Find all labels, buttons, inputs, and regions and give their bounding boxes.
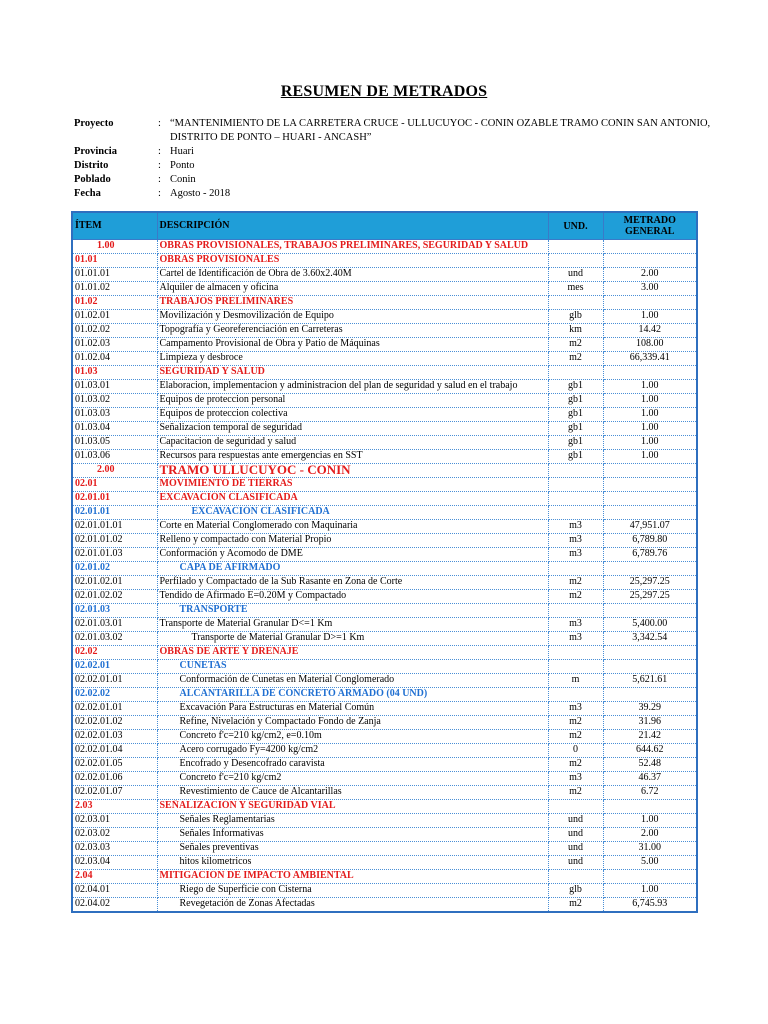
description-cell: Movilización y Desmovilización de Equipo: [157, 310, 548, 324]
table-row: [72, 548, 697, 562]
table-row: [72, 436, 697, 450]
table-row: [72, 562, 697, 576]
metrado-cell: 108.00: [603, 338, 697, 352]
unit-cell: m2: [548, 758, 603, 772]
unit-cell: und: [548, 828, 603, 842]
table-row: [72, 310, 697, 324]
metrado-cell: [603, 366, 697, 380]
table-row: [72, 380, 697, 394]
item-cell: 02.01.01.03: [72, 548, 157, 562]
unit-cell: m2: [548, 730, 603, 744]
item-cell: 1.00: [72, 240, 157, 254]
item-cell: 02.02.01.04: [72, 744, 157, 758]
unit-cell: m2: [548, 338, 603, 352]
metrado-cell: 66,339.41: [603, 352, 697, 366]
meta-key: Proyecto: [74, 118, 114, 129]
description-cell: Perfilado y Compactado de la Sub Rasante en Zona de Corte: [157, 576, 548, 590]
description-cell: Corte en Material Conglomerado con Maquinaria: [157, 520, 548, 534]
unit-cell: 0: [548, 744, 603, 758]
metrado-cell: 1.00: [603, 310, 697, 324]
description-cell: Cartel de Identificación de Obra de 3.60x2.40M: [157, 268, 548, 282]
description-cell: Revestimiento de Cauce de Alcantarillas: [157, 786, 548, 800]
item-cell: 02.03.04: [72, 856, 157, 870]
description-cell: Capacitacion de seguridad y salud: [157, 436, 548, 450]
unit-cell: [548, 492, 603, 506]
item-cell: 02.01.01.02: [72, 534, 157, 548]
description-cell: SEGURIDAD Y SALUD: [157, 366, 548, 380]
unit-cell: m2: [548, 786, 603, 800]
metrado-cell: 1.00: [603, 422, 697, 436]
metrado-cell: [603, 562, 697, 576]
table-row: [72, 478, 697, 492]
table-row: [72, 702, 697, 716]
description-cell: CUNETAS: [157, 660, 548, 674]
table-row: [72, 450, 697, 464]
item-cell: 02.01.02.02: [72, 590, 157, 604]
table-row: [72, 520, 697, 534]
table-row: [72, 618, 697, 632]
unit-cell: gb1: [548, 436, 603, 450]
metrado-cell: 3,342.54: [603, 632, 697, 646]
item-cell: 01.02: [72, 296, 157, 310]
metrado-cell: [603, 800, 697, 814]
unit-cell: [548, 646, 603, 660]
description-cell: ALCANTARILLA DE CONCRETO ARMADO (04 UND): [157, 688, 548, 702]
description-cell: MOVIMIENTO DE TIERRAS: [157, 478, 548, 492]
table-row: [72, 408, 697, 422]
metrado-cell: 1.00: [603, 394, 697, 408]
table-row: [72, 814, 697, 828]
unit-cell: m3: [548, 534, 603, 548]
item-cell: 02.01.02.01: [72, 576, 157, 590]
metrado-cell: 31.00: [603, 842, 697, 856]
item-cell: 02.02.01.05: [72, 758, 157, 772]
meta-key: Distrito: [74, 160, 109, 171]
description-cell: Transporte de Material Granular D>=1 Km: [157, 632, 548, 646]
metrado-cell: 2.00: [603, 828, 697, 842]
metrado-cell: [603, 688, 697, 702]
item-cell: 01.01: [72, 254, 157, 268]
metrado-cell: [603, 660, 697, 674]
meta-value: “MANTENIMIENTO DE LA CARRETERA CRUCE - ULLUCUYOC - CONIN OZABLE TRAMO CONIN SAN ANTONIO, DISTRITO DE PONTO – HUARI - ANCASH”: [170, 118, 711, 143]
unit-cell: gb1: [548, 394, 603, 408]
item-cell: 01.03.03: [72, 408, 157, 422]
description-cell: Topografía y Georeferenciación en Carreteras: [157, 324, 548, 338]
metrado-cell: 6,789.76: [603, 548, 697, 562]
unit-cell: m3: [548, 520, 603, 534]
table-row: [72, 842, 697, 856]
description-cell: Encofrado y Desencofrado caravista: [157, 758, 548, 772]
description-cell: TRABAJOS PRELIMINARES: [157, 296, 548, 310]
description-cell: Señalizacion temporal de seguridad: [157, 422, 548, 436]
metrado-cell: 1.00: [603, 436, 697, 450]
unit-cell: m3: [548, 702, 603, 716]
table-row: [72, 296, 697, 310]
item-cell: 02.03.03: [72, 842, 157, 856]
item-cell: 02.04.02: [72, 898, 157, 913]
metrado-cell: 6.72: [603, 786, 697, 800]
table-row: [72, 828, 697, 842]
unit-cell: und: [548, 814, 603, 828]
table-row: [72, 772, 697, 786]
table-row: [72, 646, 697, 660]
item-cell: 02.02.01.01: [72, 674, 157, 688]
metrado-cell: 14.42: [603, 324, 697, 338]
meta-row-fecha: [74, 187, 714, 201]
description-cell: Transporte de Material Granular D<=1 Km: [157, 618, 548, 632]
unit-cell: [548, 506, 603, 520]
item-cell: 02.02.01.01: [72, 702, 157, 716]
item-cell: 02.01.02: [72, 562, 157, 576]
metrado-cell: 21.42: [603, 730, 697, 744]
item-cell: 01.01.02: [72, 282, 157, 296]
item-cell: 2.03: [72, 800, 157, 814]
header-unit: UND.: [548, 212, 603, 240]
unit-cell: [548, 660, 603, 674]
meta-value: Huari: [170, 146, 194, 157]
unit-cell: m: [548, 674, 603, 688]
unit-cell: [548, 464, 603, 478]
page-title: RESUMEN DE METRADOS: [280, 83, 488, 100]
item-cell: 01.02.01: [72, 310, 157, 324]
item-cell: 2.04: [72, 870, 157, 884]
item-cell: 02.02.01.02: [72, 716, 157, 730]
table-row: [72, 576, 697, 590]
table-row: [72, 730, 697, 744]
meta-row-distrito: [74, 159, 714, 173]
table-row: [72, 800, 697, 814]
description-cell: SEÑALIZACIÓN Y SEGURIDAD VIAL: [157, 800, 548, 814]
description-cell: MITIGACIÓN DE IMPACTO AMBIENTAL: [157, 870, 548, 884]
unit-cell: m2: [548, 590, 603, 604]
meta-key: Fecha: [74, 188, 101, 199]
unit-cell: [548, 478, 603, 492]
unit-cell: gb1: [548, 380, 603, 394]
unit-cell: und: [548, 268, 603, 282]
metrado-cell: 1.00: [603, 884, 697, 898]
unit-cell: gb1: [548, 422, 603, 436]
table-row: [72, 366, 697, 380]
table-row: [72, 660, 697, 674]
table-row: [72, 352, 697, 366]
metrado-cell: [603, 464, 697, 478]
metrados-table: [71, 211, 698, 913]
table-row: [72, 324, 697, 338]
item-cell: 02.03.01: [72, 814, 157, 828]
item-cell: 02.01.01: [72, 506, 157, 520]
unit-cell: [548, 296, 603, 310]
meta-colon: :: [158, 188, 161, 199]
table-row: [72, 492, 697, 506]
description-cell: Equipos de proteccion personal: [157, 394, 548, 408]
metrado-cell: [603, 604, 697, 618]
meta-value: Agosto - 2018: [170, 188, 231, 199]
item-cell: 02.02.01: [72, 660, 157, 674]
metrado-cell: 2.00: [603, 268, 697, 282]
table-row: [72, 240, 697, 254]
description-cell: Relleno y compactado con Material Propio: [157, 534, 548, 548]
item-cell: 02.02.01.06: [72, 772, 157, 786]
description-cell: Conformación y Acomodo de DME: [157, 548, 548, 562]
meta-value: Conin: [170, 174, 196, 185]
description-cell: OBRAS PROVISIONALES, TRABAJOS PRELIMINARES, SEGURIDAD Y SALUD: [157, 240, 548, 254]
table-row: [72, 268, 697, 282]
metrado-cell: 6,745.93: [603, 898, 697, 913]
unit-cell: km: [548, 324, 603, 338]
metrado-cell: 5,621.61: [603, 674, 697, 688]
header-item: ÍTEM: [72, 212, 157, 240]
unit-cell: m3: [548, 632, 603, 646]
description-cell: Señales Reglamentarias: [157, 814, 548, 828]
description-cell: hitos kilometricos: [157, 856, 548, 870]
unit-cell: m2: [548, 352, 603, 366]
meta-colon: :: [158, 174, 161, 185]
description-cell: TRANSPORTE: [157, 604, 548, 618]
unit-cell: [548, 562, 603, 576]
metrado-cell: [603, 646, 697, 660]
description-cell: Tendido de Afirmado E=0.20M y Compactado: [157, 590, 548, 604]
unit-cell: [548, 604, 603, 618]
meta-value: Ponto: [170, 160, 195, 171]
description-cell: Concreto f'c=210 kg/cm2, e=0.10m: [157, 730, 548, 744]
table-row: [72, 254, 697, 268]
meta-row-poblado: [74, 173, 714, 187]
item-cell: 02.01.01.01: [72, 520, 157, 534]
metrado-cell: [603, 870, 697, 884]
meta-key: Provincia: [74, 146, 117, 157]
metrado-cell: 47,951.07: [603, 520, 697, 534]
description-cell: Revegetación de Zonas Afectadas: [157, 898, 548, 913]
metrado-cell: 1.00: [603, 408, 697, 422]
meta-row-provincia: [74, 145, 714, 159]
metrado-cell: 3.00: [603, 282, 697, 296]
metrado-cell: 5,400.00: [603, 618, 697, 632]
table-row: [72, 282, 697, 296]
table-row: [72, 744, 697, 758]
table-row: [72, 786, 697, 800]
description-cell: EXCAVACIÓN CLASIFICADA: [157, 506, 548, 520]
unit-cell: [548, 254, 603, 268]
description-cell: OBRAS PROVISIONALES: [157, 254, 548, 268]
metrado-cell: [603, 506, 697, 520]
description-cell: Elaboracion, implementacion y administracion del plan de seguridad y salud en el trabajo: [157, 380, 548, 394]
unit-cell: glb: [548, 310, 603, 324]
table-header: [72, 212, 697, 240]
unit-cell: [548, 240, 603, 254]
table-row: [72, 506, 697, 520]
description-cell: OBRAS DE ARTE Y DRENAJE: [157, 646, 548, 660]
table-row: [72, 422, 697, 436]
description-cell: Acero corrugado Fy=4200 kg/cm2: [157, 744, 548, 758]
description-cell: Equipos de proteccion colectiva: [157, 408, 548, 422]
unit-cell: mes: [548, 282, 603, 296]
item-cell: 01.03.01: [72, 380, 157, 394]
table-row: [72, 632, 697, 646]
header-description: DESCRIPCIÓN: [157, 212, 548, 240]
unit-cell: glb: [548, 884, 603, 898]
item-cell: 01.02.02: [72, 324, 157, 338]
table-row: [72, 688, 697, 702]
table-row: [72, 394, 697, 408]
item-cell: 01.02.04: [72, 352, 157, 366]
unit-cell: m3: [548, 548, 603, 562]
metrado-cell: 25,297.25: [603, 590, 697, 604]
item-cell: 02.03.02: [72, 828, 157, 842]
description-cell: Conformación de Cunetas en Material Conglomerado: [157, 674, 548, 688]
unit-cell: [548, 688, 603, 702]
description-cell: Recursos para respuestas ante emergencias en SST: [157, 450, 548, 464]
metrado-cell: 1.00: [603, 380, 697, 394]
item-cell: 02.02.01.03: [72, 730, 157, 744]
item-cell: 02.01: [72, 478, 157, 492]
item-cell: 02.01.03: [72, 604, 157, 618]
description-cell: Alquiler de almacen y oficina: [157, 282, 548, 296]
description-cell: Campamento Provisional de Obra y Patio de Máquinas: [157, 338, 548, 352]
item-cell: 02.02.02: [72, 688, 157, 702]
metrado-cell: 6,789.80: [603, 534, 697, 548]
item-cell: 02.02: [72, 646, 157, 660]
item-cell: 01.03.02: [72, 394, 157, 408]
table-row: [72, 758, 697, 772]
table-row: [72, 870, 697, 884]
description-cell: Limpieza y desbroce: [157, 352, 548, 366]
table-row: [72, 338, 697, 352]
metrado-cell: [603, 296, 697, 310]
description-cell: Refine, Nivelación y Compactado Fondo de Zanja: [157, 716, 548, 730]
description-cell: Señales preventivas: [157, 842, 548, 856]
metrado-cell: 644.62: [603, 744, 697, 758]
metrado-cell: 46.37: [603, 772, 697, 786]
meta-row-proyecto: [74, 117, 714, 145]
table-row: [72, 856, 697, 870]
unit-cell: [548, 870, 603, 884]
item-cell: 02.04.01: [72, 884, 157, 898]
meta-colon: :: [158, 160, 161, 171]
metrado-cell: [603, 492, 697, 506]
metrado-cell: 5.00: [603, 856, 697, 870]
description-cell: Concreto f'c=210 kg/cm2: [157, 772, 548, 786]
unit-cell: m3: [548, 618, 603, 632]
item-cell: 02.01.01: [72, 492, 157, 506]
metrado-cell: [603, 478, 697, 492]
unit-cell: und: [548, 842, 603, 856]
description-cell: CAPA DE AFIRMADO: [157, 562, 548, 576]
metrado-cell: [603, 254, 697, 268]
table-row: [72, 898, 697, 913]
unit-cell: m2: [548, 576, 603, 590]
metrado-cell: [603, 240, 697, 254]
description-cell: Riego de Superficie con Cisterna: [157, 884, 548, 898]
meta-colon: :: [158, 118, 161, 129]
project-info: [74, 117, 714, 201]
metrado-cell: 52.48: [603, 758, 697, 772]
table-row: [72, 590, 697, 604]
item-cell: 02.01.03.01: [72, 618, 157, 632]
description-cell: Excavación Para Estructuras en Material Común: [157, 702, 548, 716]
header-metrado: METRADO GENERAL: [603, 212, 697, 240]
meta-colon: :: [158, 146, 161, 157]
unit-cell: m2: [548, 898, 603, 913]
unit-cell: m2: [548, 716, 603, 730]
unit-cell: gb1: [548, 408, 603, 422]
table-row: [72, 884, 697, 898]
unit-cell: m3: [548, 772, 603, 786]
table-row: [72, 674, 697, 688]
table-row: [72, 534, 697, 548]
item-cell: 02.01.03.02: [72, 632, 157, 646]
table-row: [72, 464, 697, 478]
item-cell: 01.03.04: [72, 422, 157, 436]
item-cell: 02.02.01.07: [72, 786, 157, 800]
description-cell: TRAMO ULLUCUYOC - CONIN: [157, 464, 548, 478]
item-cell: 01.03: [72, 366, 157, 380]
item-cell: 01.02.03: [72, 338, 157, 352]
item-cell: 01.03.05: [72, 436, 157, 450]
unit-cell: [548, 800, 603, 814]
metrado-cell: 25,297.25: [603, 576, 697, 590]
description-cell: Señales Informativas: [157, 828, 548, 842]
metrado-cell: 1.00: [603, 814, 697, 828]
metrado-cell: 39.29: [603, 702, 697, 716]
item-cell: 01.03.06: [72, 450, 157, 464]
description-cell: EXCAVACIÓN CLASIFICADA: [157, 492, 548, 506]
unit-cell: [548, 366, 603, 380]
metrado-cell: 31.96: [603, 716, 697, 730]
meta-key: Poblado: [74, 174, 111, 185]
item-cell: 2.00: [72, 464, 157, 478]
metrado-cell: 1.00: [603, 450, 697, 464]
unit-cell: und: [548, 856, 603, 870]
table-row: [72, 716, 697, 730]
item-cell: 01.01.01: [72, 268, 157, 282]
table-row: [72, 604, 697, 618]
unit-cell: gb1: [548, 450, 603, 464]
